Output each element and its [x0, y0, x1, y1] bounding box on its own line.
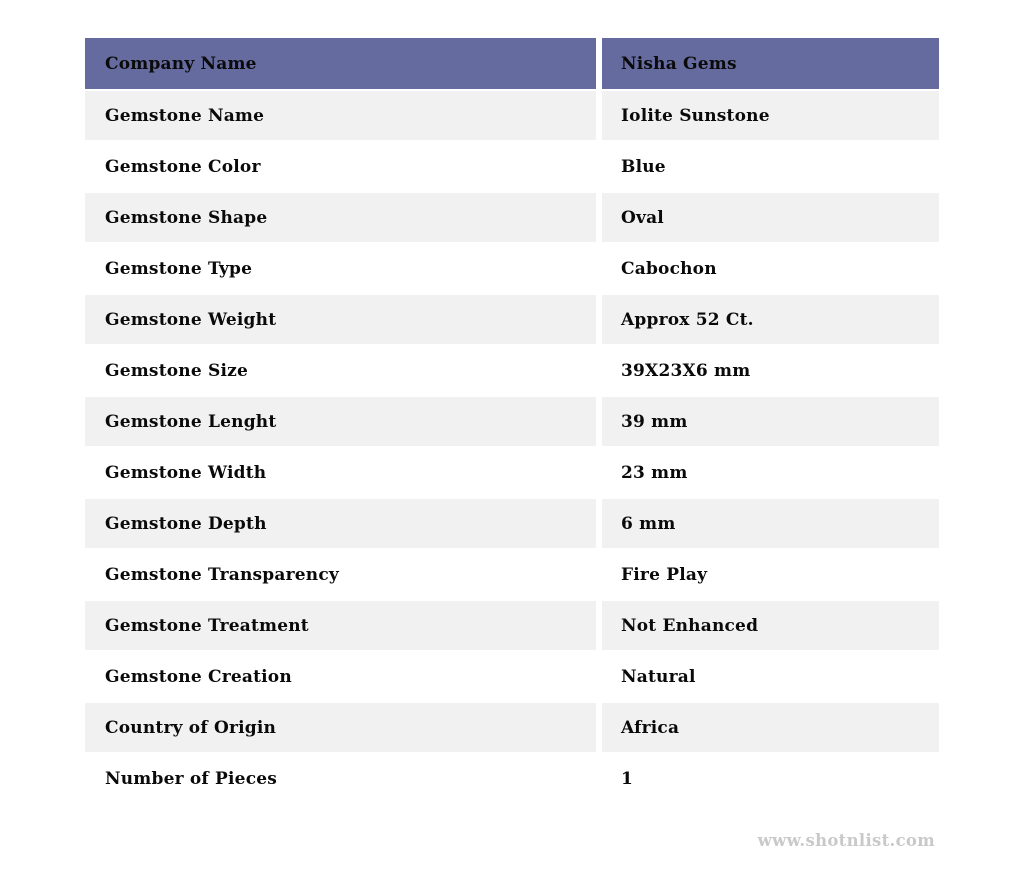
row-label: Gemstone Shape	[85, 193, 596, 242]
row-label: Gemstone Size	[85, 346, 596, 395]
row-label: Gemstone Depth	[85, 499, 596, 548]
row-label: Gemstone Type	[85, 244, 596, 293]
row-label: Country of Origin	[85, 703, 596, 752]
gemstone-spec-table	[85, 38, 939, 805]
row-value: Natural	[602, 652, 939, 701]
table-row	[85, 754, 939, 803]
table-header-row	[85, 38, 939, 89]
header-value-cell: Nisha Gems	[602, 38, 939, 89]
row-label: Gemstone Color	[85, 142, 596, 191]
table-row	[85, 397, 939, 446]
header-label-cell: Company Name	[85, 38, 596, 89]
table-row	[85, 499, 939, 548]
row-value: Oval	[602, 193, 939, 242]
row-label: Gemstone Width	[85, 448, 596, 497]
row-value: 23 mm	[602, 448, 939, 497]
row-value: Blue	[602, 142, 939, 191]
row-value: Africa	[602, 703, 939, 752]
row-label: Gemstone Creation	[85, 652, 596, 701]
table-row	[85, 652, 939, 701]
table-row	[85, 601, 939, 650]
table-row	[85, 295, 939, 344]
row-value: Iolite Sunstone	[602, 91, 939, 140]
table-row	[85, 244, 939, 293]
table-row	[85, 91, 939, 140]
row-label: Gemstone Weight	[85, 295, 596, 344]
table-row	[85, 346, 939, 395]
row-value: Fire Play	[602, 550, 939, 599]
row-label: Gemstone Treatment	[85, 601, 596, 650]
row-label: Gemstone Lenght	[85, 397, 596, 446]
watermark-text: www.shotnlist.com	[757, 831, 935, 850]
table-row	[85, 703, 939, 752]
row-value: 39X23X6 mm	[602, 346, 939, 395]
row-value: 6 mm	[602, 499, 939, 548]
row-value: Not Enhanced	[602, 601, 939, 650]
row-label: Number of Pieces	[85, 754, 596, 803]
table-row	[85, 448, 939, 497]
row-label: Gemstone Name	[85, 91, 596, 140]
row-value: Approx 52 Ct.	[602, 295, 939, 344]
table-row	[85, 550, 939, 599]
table-body	[85, 91, 939, 803]
table-row	[85, 142, 939, 191]
row-value: 39 mm	[602, 397, 939, 446]
row-value: Cabochon	[602, 244, 939, 293]
row-value: 1	[602, 754, 939, 803]
row-label: Gemstone Transparency	[85, 550, 596, 599]
table-row	[85, 193, 939, 242]
